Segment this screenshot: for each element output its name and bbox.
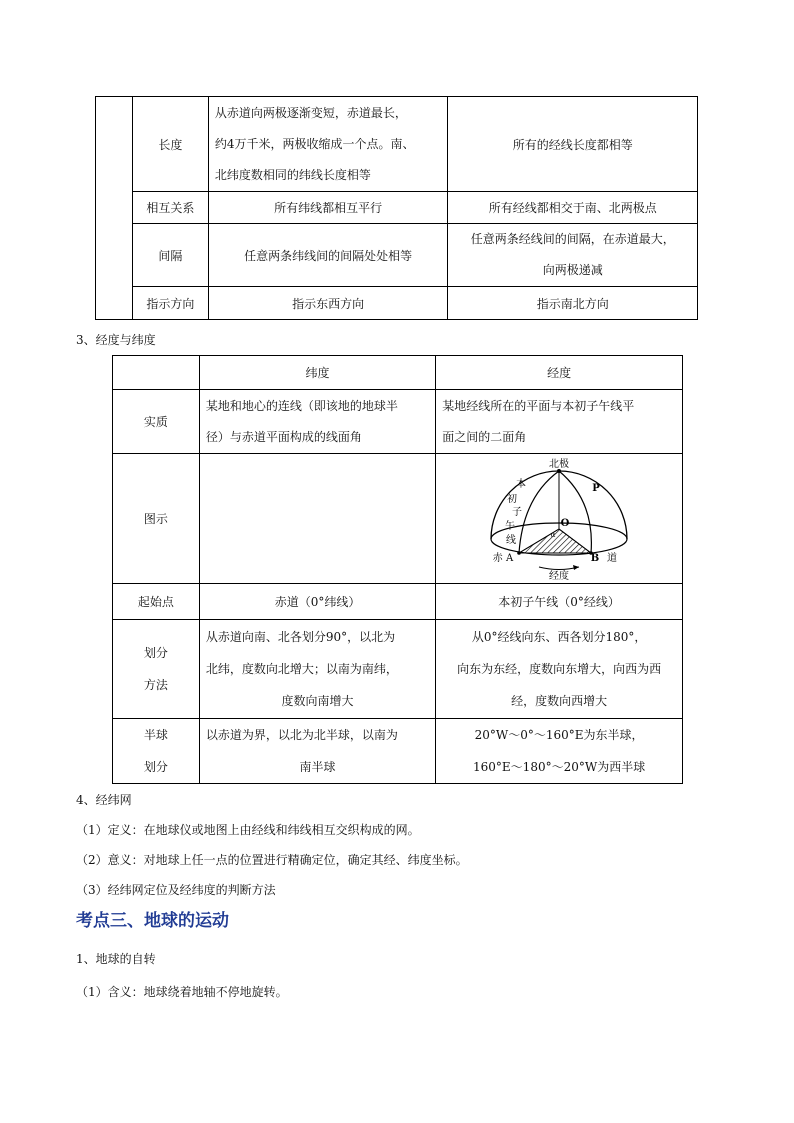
table-row [113,390,683,454]
label-wu: 午 [505,520,516,532]
row-label: 图示 [113,454,200,584]
longitude-cell [436,719,683,784]
cell-line: 度数向南增大 [281,694,354,708]
paragraph: （2）意义：对地球上任一点的位置进行精确定位，确定其经、纬度坐标。 [76,853,468,867]
longitude-cell: 所有的经线长度都相等 [448,97,698,192]
table-row [113,584,683,620]
longitude-cell [436,620,683,719]
table-row [96,192,698,224]
table-row [113,719,683,784]
label-chu: 初 [507,493,518,505]
label-alpha: α [550,530,556,539]
label-o: O [560,517,570,529]
row-label: 实质 [113,390,200,454]
longitude-cell [448,224,698,287]
label-line: 划分 [143,760,168,774]
paragraph: （1）定义：在地球仪或地图上由经线和纬线相互交织构成的网。 [76,823,420,837]
longitude-diagram-cell [436,454,683,584]
paragraph: （1）含义：地球绕着地轴不停地旋转。 [76,985,288,999]
cell-line: 约4万千米，两极收缩成一个点。南、 [214,136,415,151]
longitude-cell: 指示南北方向 [448,287,698,320]
latitude-cell: 任意两条纬线间的间隔处处相等 [208,224,448,287]
label-p: P [592,482,600,494]
cell-line: 任意两条经线间的间隔，在赤道最大， [470,232,675,246]
cell-line: 以赤道为界，以北为北半球，以南为 [205,728,398,742]
label-line: 划分 [143,646,168,660]
table-row [113,454,683,584]
header-blank-cell [113,356,200,390]
latitude-cell [199,390,435,454]
cell-line: 南半球 [299,760,336,774]
label-a: 赤 A [492,552,514,564]
label-ben: 本 [516,478,527,490]
latitude-cell: 赤道（0°纬线） [199,584,435,620]
label-line: 方法 [143,678,168,692]
section-title: 4、经纬网 [76,793,132,807]
latitude-cell: 指示东西方向 [208,287,448,320]
cell-line: 某地和地心的连线（即该地的地球半 [205,398,398,413]
point-a-dot [517,551,521,555]
row-label [113,719,200,784]
row-label [113,620,200,719]
lines-comparison-table [95,96,698,320]
label-xian: 线 [506,534,517,546]
cell-line: 从0°经线向东、西各划分180°， [471,630,647,644]
latitude-cell [199,620,435,719]
header-longitude: 经度 [436,356,683,390]
longitude-diagram [479,457,639,581]
table-row [113,620,683,719]
cell-line: 向东为东经，度数向东增大，向西为西 [457,662,662,676]
cell-line: 北纬，度数向北增大；以南为南纬， [205,662,398,676]
row-label: 间隔 [132,224,208,287]
cell-line: 向两极递减 [542,263,603,277]
row-label: 相互关系 [132,192,208,224]
table-row [96,224,698,287]
latitude-cell [199,719,435,784]
section-heading: 考点三、地球的运动 [76,911,229,931]
label-longitude: 经度 [549,570,570,581]
longitude-arc [539,567,579,570]
latitude-longitude-table [112,355,683,784]
cell-line: 20°W～0°～160°E为东半球， [474,728,644,742]
latitude-diagram-cell [199,454,435,584]
cell-line: 北纬度数相同的纬线长度相等 [214,167,371,182]
cell-line: 从赤道向两极逐渐变短，赤道最长， [214,105,407,120]
label-north-pole: 北极 [549,458,570,470]
cell-line: 经，度数向西增大 [511,694,608,708]
longitude-cell [436,390,683,454]
header-latitude: 纬度 [199,356,435,390]
label-b: B [590,552,600,564]
latitude-cell: 所有纬线都相互平行 [208,192,448,224]
cell-line: 径）与赤道平面构成的线面角 [205,429,362,444]
label-dao: 道 [607,552,618,564]
cell-line: 从赤道向南、北各划分90°，以北为 [205,630,396,644]
cell-line: 某地经线所在的平面与本初子午线平 [442,398,635,413]
paragraph: （3）经纬网定位及经纬度的判断方法 [76,883,276,897]
arrow-head [573,565,579,570]
label-zi: 子 [512,506,523,518]
row-label: 指示方向 [132,287,208,320]
latitude-cell [208,97,448,192]
table-header-row [113,356,683,390]
longitude-cell: 所有经线都相交于南、北两极点 [448,192,698,224]
cell-line: 160°E～180°～20°W为西半球 [473,760,646,774]
section-title: 1、地球的自转 [76,952,156,966]
row-label: 起始点 [113,584,200,620]
row-label: 长度 [132,97,208,192]
table-row [96,97,698,192]
cell-line: 面之间的二面角 [442,429,527,444]
longitude-cell: 本初子午线（0°经线） [436,584,683,620]
label-line: 半球 [143,728,168,742]
section-title: 3、经度与纬度 [76,333,156,347]
merged-blank-cell [96,97,133,320]
table-row [96,287,698,320]
